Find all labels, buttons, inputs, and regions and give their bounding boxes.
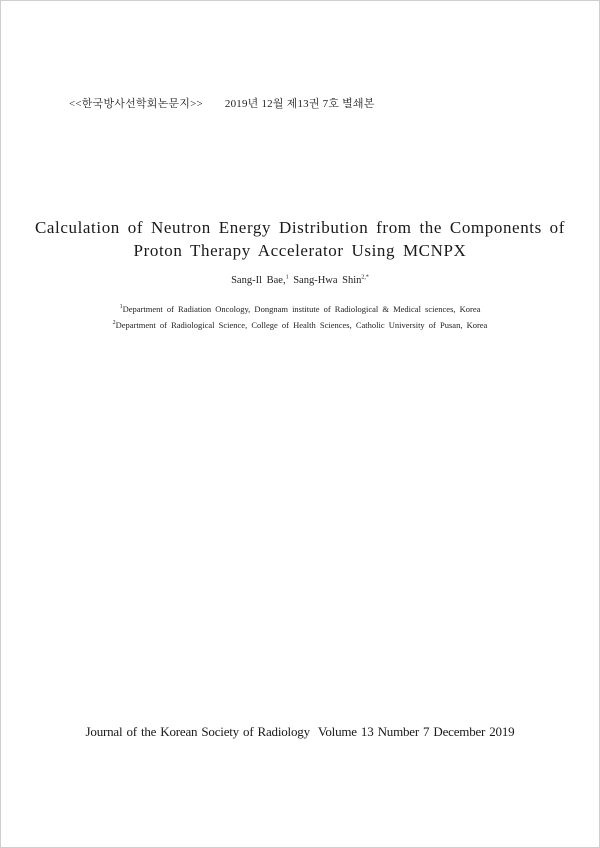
journal-korean-name: <<한국방사선학회논문지>> (69, 98, 203, 110)
volume-info: Volume 13 Number 7 December 2019 (317, 724, 515, 739)
issue-info: 2019년 12월 제13권 7호 별쇄본 (224, 98, 375, 110)
affiliation-list (0, 301, 600, 333)
title-line-2: Proton Therapy Accelerator Using MCNPX (133, 241, 467, 260)
author-affiliation-mark: 1 (285, 274, 289, 281)
reprint-header (69, 95, 375, 111)
author-name: Sang-Il Bae, (231, 275, 286, 286)
affiliation-item (0, 301, 600, 317)
affiliation-item (0, 317, 600, 333)
affiliation-text: Department of Radiation Oncology, Dongnam institute of Radiological & Medical sciences, Korea (122, 304, 481, 314)
journal-name: Journal of the Korean Society of Radiology (85, 724, 310, 739)
affiliation-mark: 2 (112, 320, 116, 327)
paper-title (0, 216, 600, 262)
author-list (0, 275, 600, 286)
journal-footer (0, 724, 600, 740)
author-affiliation-mark: 2,* (361, 274, 369, 281)
author-name: Sang-Hwa Shin (293, 275, 362, 286)
affiliation-text: Department of Radiological Science, College of Health Sciences, Catholic University of Pusan, Korea (115, 320, 488, 330)
title-line-1: Calculation of Neutron Energy Distribution from the Components of (34, 218, 566, 237)
affiliation-mark: 1 (119, 304, 123, 311)
